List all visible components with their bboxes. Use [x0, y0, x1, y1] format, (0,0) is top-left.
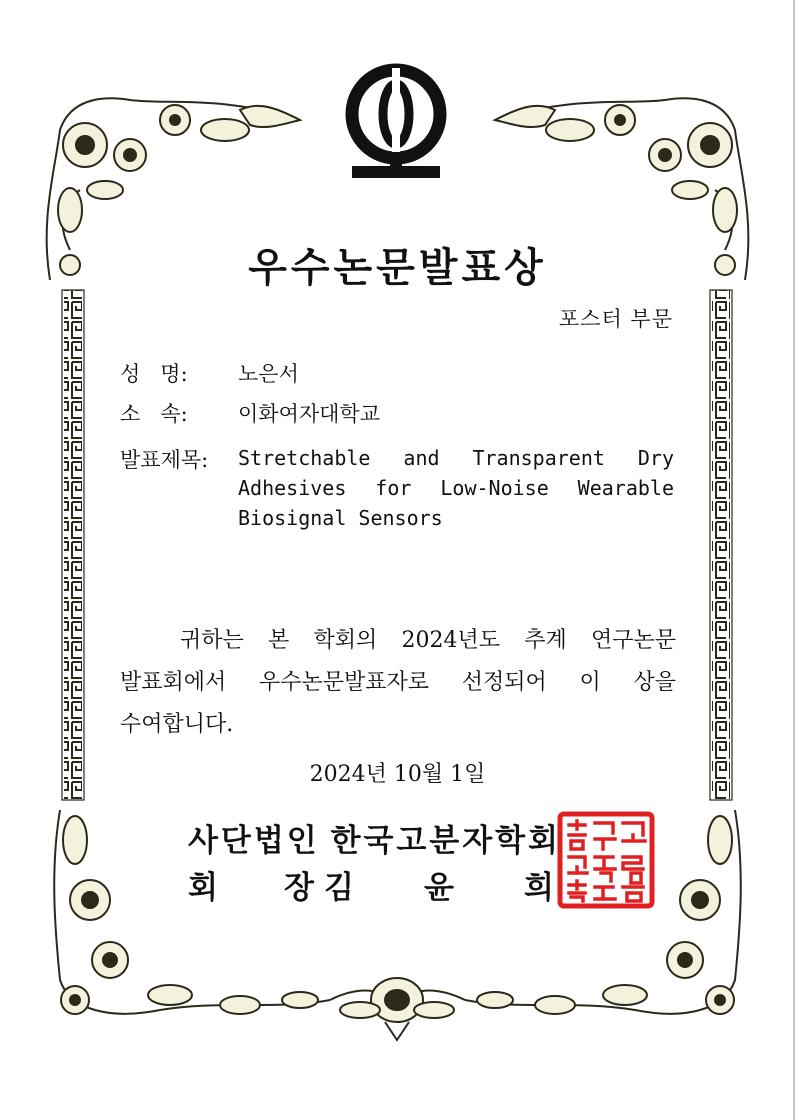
president-name-char: 윤	[424, 870, 454, 906]
society-logo	[342, 62, 450, 180]
citation-text	[120, 620, 676, 746]
citation-line: 발표회에서 우수논문발표자로 선정되어 이 상을	[120, 670, 676, 695]
president-title-char: 회	[188, 870, 218, 906]
left-key-band	[64, 290, 82, 800]
award-title: 우수논문발표상	[248, 244, 547, 291]
paper-title-value	[238, 443, 674, 533]
affiliation-field	[120, 398, 380, 428]
org-char: 국	[363, 823, 394, 859]
org-char	[320, 815, 328, 860]
right-key-band	[712, 290, 730, 800]
paper-title-line: Stretchable and Transparent Dry	[238, 446, 674, 470]
president-name-char: 김	[324, 870, 354, 906]
president-name-char: 희	[524, 870, 554, 906]
name-label: 성 명:	[120, 362, 188, 386]
name-value: 노은서	[238, 362, 299, 386]
citation-line: 귀하는 본 학회의 2024년도 추계 연구논문	[180, 628, 676, 653]
paper-title-line: Biosignal Sensors	[238, 506, 443, 530]
affiliation-value: 이화여자대학교	[238, 402, 381, 426]
citation-line: 수여합니다.	[120, 712, 234, 737]
paper-title-line: Adhesives for Low-Noise Wearable	[238, 476, 674, 500]
bottom-center-flower-ornament	[330, 978, 465, 1040]
award-division: 포스터 부문	[558, 307, 673, 331]
name-field	[120, 358, 299, 388]
org-char: 법	[253, 823, 284, 859]
award-date: 2024년 10월 1일	[309, 762, 486, 787]
org-char: 한	[330, 823, 361, 859]
org-char: 단	[220, 823, 251, 859]
org-char: 사	[188, 823, 218, 859]
president-line	[188, 862, 558, 906]
organization-name	[188, 815, 558, 860]
paper-title-label: 발표제목:	[120, 448, 209, 472]
org-char: 자	[462, 823, 493, 859]
org-char: 고	[396, 823, 427, 859]
org-char: 인	[286, 823, 317, 859]
paper-title-field	[120, 444, 238, 474]
affiliation-label: 소 속:	[120, 402, 188, 426]
official-seal-stamp	[557, 811, 655, 909]
org-char: 분	[429, 823, 460, 859]
president-title-char: 장	[284, 870, 314, 906]
org-char: 회	[528, 823, 558, 859]
org-char: 학	[495, 823, 526, 859]
